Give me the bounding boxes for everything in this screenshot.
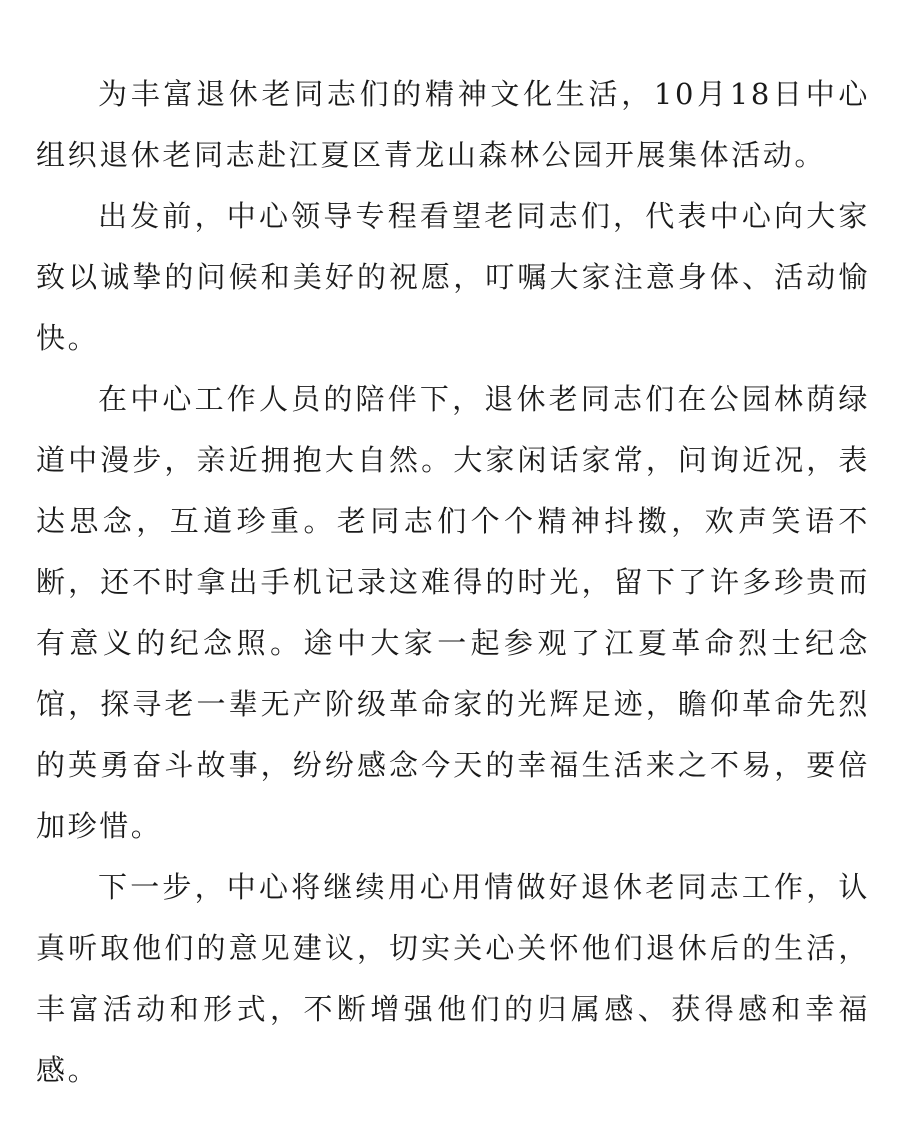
paragraph-next-step: 下一步，中心将继续用心用情做好退休老同志工作，认真听取他们的意见建议，切实关心关怀他们退休后的生活，丰富活动和形式，不断增强他们的归属感、获得感和幸福感。	[36, 870, 870, 1087]
paragraph-intro: 为丰富退休老同志们的精神文化生活，10月18日中心组织退休老同志赴江夏区青龙山森林公园开展集体活动。	[36, 77, 870, 172]
paragraph-departure: 出发前，中心领导专程看望老同志们，代表中心向大家致以诚挚的问候和美好的祝愿，叮嘱大家注意身体、活动愉快。	[36, 199, 870, 355]
article-body	[36, 64, 870, 1101]
paragraph-activity: 在中心工作人员的陪伴下，退休老同志们在公园林荫绿道中漫步，亲近拥抱大自然。大家闲话家常，问询近况，表达思念，互道珍重。老同志们个个精神抖擞，欢声笑语不断，还不时拿出手机记录这难得的时光，留下了许多珍贵而有意义的纪念照。途中大家一起参观了江夏革命烈士纪念馆，探寻老一辈无产阶级革命家的光辉足迹，瞻仰革命先烈的英勇奋斗故事，纷纷感念今天的幸福生活来之不易，要倍加珍惜。	[36, 382, 870, 843]
